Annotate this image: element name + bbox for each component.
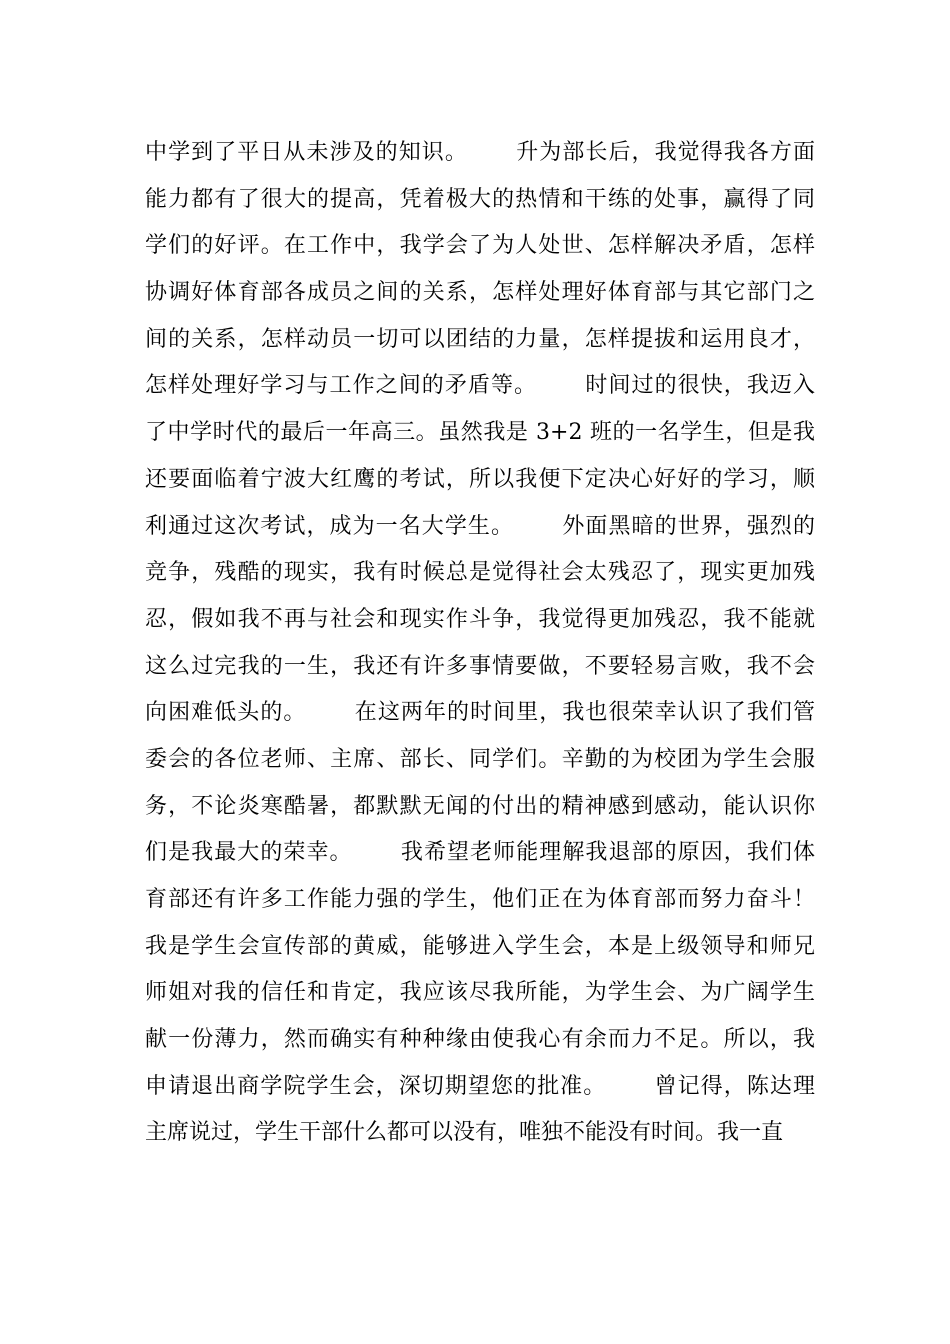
text-line: 献一份薄力，然而确实有种种缘由使我心有余而力不足。所以，我 — [145, 1027, 815, 1053]
text-line: 中学到了平日从未涉及的知识。 升为部长后，我觉得我各方面 — [145, 140, 815, 165]
text-line: 还要面临着宁波大红鹰的考试，所以我便下定决心好好的学习，顺 — [145, 466, 815, 492]
text-line: 了中学时代的最后一年高三。虽然我是 3+2 班的一名学生，但是我 — [145, 420, 815, 446]
text-line: 主席说过，学生干部什么都可以没有，唯独不能没有时间。我一直 — [145, 1120, 784, 1146]
text-line: 们是我最大的荣幸。 我希望老师能理解我退部的原因，我们体 — [145, 840, 815, 866]
text-line: 间的关系，怎样动员一切可以团结的力量，怎样提拔和运用良才， — [145, 326, 815, 352]
text-line: 竞争，残酷的现实，我有时候总是觉得社会太残忍了，现实更加残 — [145, 560, 815, 586]
text-line: 学们的好评。在工作中，我学会了为人处世、怎样解决矛盾，怎样 — [145, 233, 815, 259]
text-line: 协调好体育部各成员之间的关系，怎样处理好体育部与其它部门之 — [145, 280, 815, 306]
text-line: 忍，假如我不再与社会和现实作斗争，我觉得更加残忍，我不能就 — [145, 606, 815, 632]
text-line: 委会的各位老师、主席、部长、同学们。辛勤的为校团为学生会服 — [145, 746, 815, 772]
text-line: 能力都有了很大的提高，凭着极大的热情和干练的处事，赢得了同 — [145, 186, 815, 212]
text-line: 育部还有许多工作能力强的学生，他们正在为体育部而努力奋斗！ — [145, 887, 815, 912]
text-line: 务，不论炎寒酷暑，都默默无闻的付出的精神感到感动，能认识你 — [145, 793, 815, 819]
text-line: 申请退出商学院学生会，深切期望您的批准。 曾记得，陈达理 — [145, 1073, 815, 1099]
text-line: 这么过完我的一生，我还有许多事情要做，不要轻易言败，我不会 — [145, 653, 815, 679]
text-line: 怎样处理好学习与工作之间的矛盾等。 时间过的很快，我迈入 — [145, 373, 815, 399]
body-text — [145, 130, 815, 1157]
text-line: 我是学生会宣传部的黄威，能够进入学生会，本是上级领导和师兄 — [145, 933, 815, 959]
text-line: 向困难低头的。 在这两年的时间里，我也很荣幸认识了我们管 — [145, 700, 815, 726]
text-line: 利通过这次考试，成为一名大学生。 外面黑暗的世界，强烈的 — [145, 513, 815, 539]
text-line: 师姐对我的信任和肯定，我应该尽我所能，为学生会、为广阔学生 — [145, 980, 815, 1006]
